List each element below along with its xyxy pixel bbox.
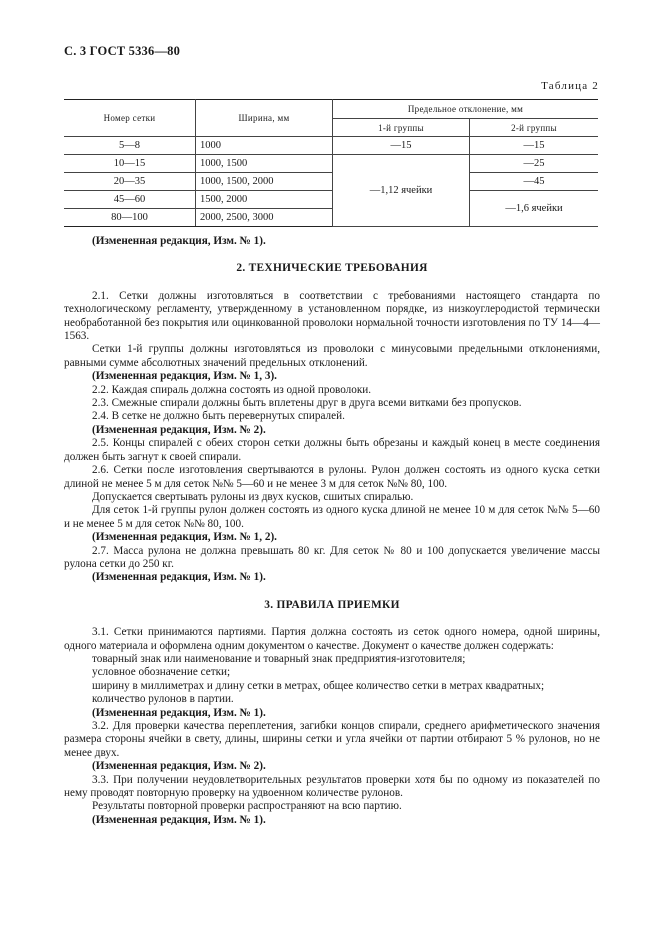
header-deviation: Предельное отклонение, мм: [333, 100, 599, 119]
amendment-note: (Измененная редакция, Изм. № 1).: [92, 706, 266, 719]
cell-width: 1000, 1500, 2000: [196, 173, 333, 191]
cell-number: 80—100: [64, 209, 196, 227]
table-caption: Таблица 2: [541, 80, 599, 92]
paragraph-2-2: 2.2. Каждая спираль должна состоять из одной проволоки.: [92, 383, 372, 396]
header-number: Номер сетки: [64, 100, 196, 137]
list-item: ширину в миллиметрах и длину сетки в метрах, общее количество сетки в метрах квадратных;: [92, 679, 545, 692]
cell-group-1-merged: —1,12 ячейки: [333, 155, 470, 227]
page-header: С. 3 ГОСТ 5336—80: [64, 44, 181, 58]
cell-width: 1500, 2000: [196, 191, 333, 209]
cell-number: 10—15: [64, 155, 196, 173]
paragraph-2-6c: Для сеток 1-й группы рулон должен состоять из одного куска длиной не менее 10 м для сеток №№ 5—60 и не менее 5 м для сеток №№ 80, 100.: [64, 504, 600, 530]
table-row: [64, 155, 598, 173]
amendment-note: (Измененная редакция, Изм. № 1).: [92, 571, 266, 584]
table-row: [64, 173, 598, 191]
cell-width: 1000: [196, 137, 333, 155]
amendment-note: (Измененная редакция, Изм. № 2).: [92, 760, 266, 773]
list-item: количество рулонов в партии.: [92, 693, 234, 706]
paragraph-2-5: 2.5. Концы спиралей с обеих сторон сетки должны быть обрезаны и каждый конец в месте соединения должен быть загнут к своей спирали.: [64, 437, 600, 463]
list-item: товарный знак или наименование и товарный знак предприятия-изготовителя;: [92, 652, 466, 665]
amendment-note: (Измененная редакция, Изм. № 1).: [92, 235, 266, 247]
amendment-note: (Измененная редакция, Изм. № 2).: [92, 423, 266, 436]
cell-group-2: —45: [470, 173, 599, 191]
paragraph-2-1: 2.1. Сетки должны изготовляться в соответствии с требованиями настоящего стандарта по технологическому регламенту, утвержденному в установленном порядке, из низкоуглеродистой термически необработанной без покрытия или оцинкованной проволоки нормальной точности изготовления по ТУ 14—4—1563.: [64, 289, 600, 343]
body-text: [64, 235, 600, 827]
cell-number: 20—35: [64, 173, 196, 191]
table-row: [64, 137, 598, 155]
cell-width: 2000, 2500, 3000: [196, 209, 333, 227]
paragraph-3-3b: Результаты повторной проверки распространяют на всю партию.: [92, 800, 402, 813]
cell-group-2: —25: [470, 155, 599, 173]
cell-group-2-merged: —1,6 ячейки: [470, 191, 599, 227]
section-3-title: 3. ПРАВИЛА ПРИЕМКИ: [264, 598, 400, 611]
cell-group-2: —15: [470, 137, 599, 155]
cell-width: 1000, 1500: [196, 155, 333, 173]
amendment-note: (Измененная редакция, Изм. № 1, 2).: [92, 531, 277, 544]
table-2: [64, 99, 598, 227]
paragraph-3-2: 3.2. Для проверки качества переплетения, загибки концов спирали, среднего арифметического значения размера стороны ячейки в свету, длины, ширины сетки и угла ячейки от партии отбирают 5 % рулонов, но не менее двух.: [64, 720, 600, 759]
section-2-title: 2. ТЕХНИЧЕСКИЕ ТРЕБОВАНИЯ: [236, 262, 428, 275]
paragraph-2-6: 2.6. Сетки после изготовления свертываются в рулоны. Рулон должен состоять из одного куска сетки длиной не менее 5 м для сеток №№ 5—60 и не менее 3 м для сеток №№ 80, 100.: [64, 464, 600, 490]
cell-number: 5—8: [64, 137, 196, 155]
paragraph-2-3: 2.3. Смежные спирали должны быть вплетены друг в друга всеми витками без пропусков.: [92, 397, 522, 410]
paragraph-2-7: 2.7. Масса рулона не должна превышать 80 кг. Для сеток № 80 и 100 допускается увеличение массы рулона сетки до 250 кг.: [64, 544, 600, 570]
table-row: [64, 191, 598, 209]
paragraph-3-3: 3.3. При получении неудовлетворительных результатов проверки хотя бы по одному из показателей по нему проводят повторную проверку на удвоенном количестве рулонов.: [64, 773, 600, 800]
cell-group-1: —15: [333, 137, 470, 155]
header-group-1: 1-й группы: [333, 119, 470, 137]
amendment-note: (Измененная редакция, Изм. № 1).: [92, 813, 266, 826]
cell-number: 45—60: [64, 191, 196, 209]
paragraph-2-6b: Допускается свертывать рулоны из двух кусков, сшитых спиралью.: [92, 490, 414, 503]
paragraph-2-1b: Сетки 1-й группы должны изготовляться из проволоки с минусовыми предельными отклонениями, равными сумме абсолютных значений предельных отклонений.: [64, 343, 600, 369]
amendment-note: (Измененная редакция, Изм. № 1, 3).: [92, 370, 277, 383]
paragraph-2-4: 2.4. В сетке не должно быть перевернутых спиралей.: [92, 410, 345, 423]
paragraph-3-1: 3.1. Сетки принимаются партиями. Партия должна состоять из сеток одного номера, одной ширины, одного материала и оформлена одним документом о качестве. Документ о качестве должен содержать:: [64, 626, 600, 652]
header-group-2: 2-й группы: [470, 119, 599, 137]
list-item: условное обозначение сетки;: [92, 666, 231, 679]
header-width: Ширина, мм: [196, 100, 333, 137]
